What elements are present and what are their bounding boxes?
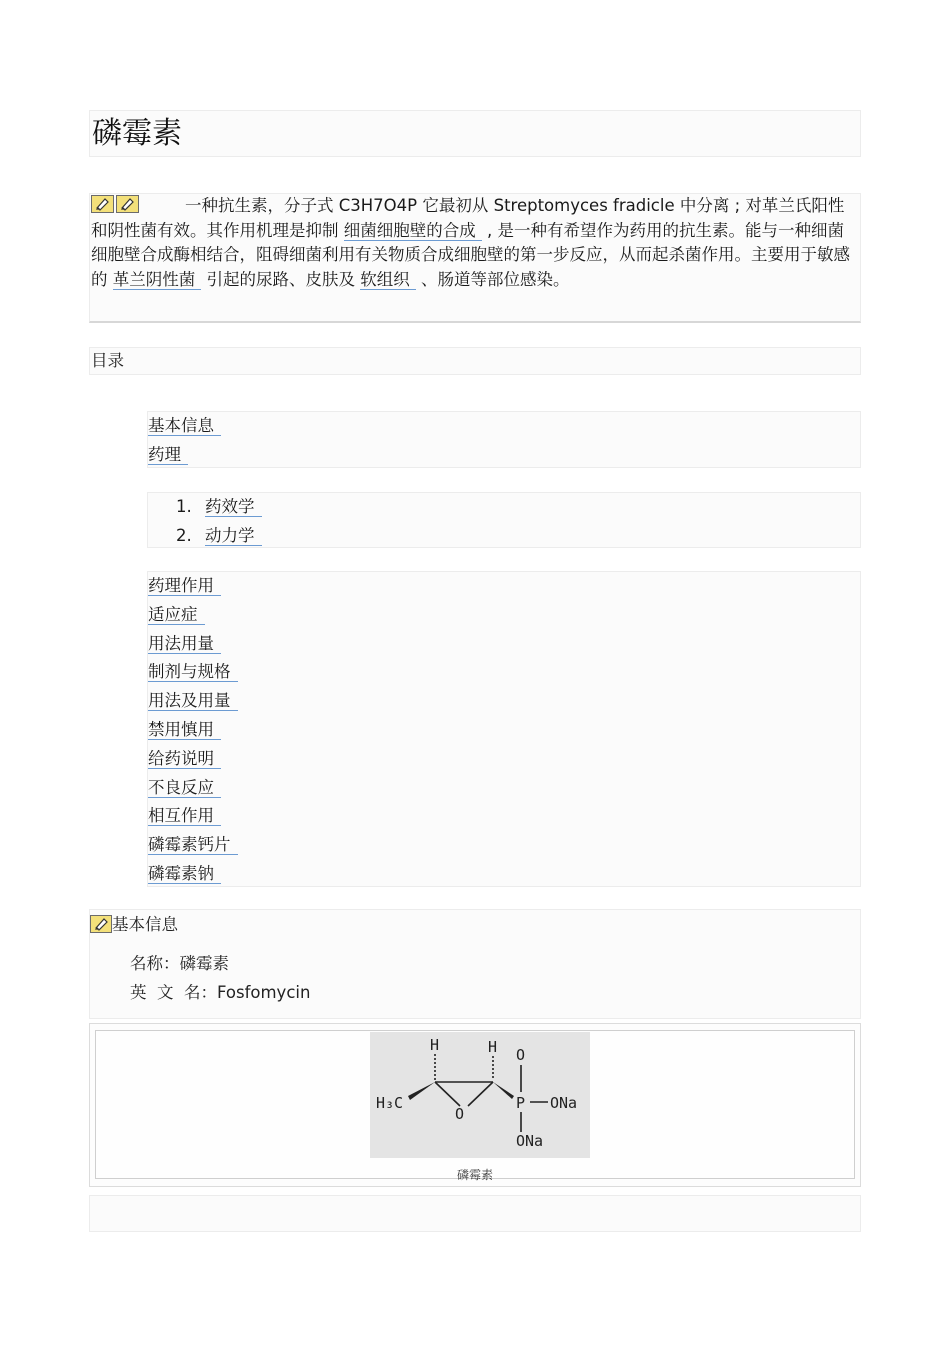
section-edit-icon[interactable] xyxy=(90,915,112,933)
toc-group-3 xyxy=(147,571,861,887)
toc-group-1 xyxy=(147,411,861,468)
link-gram-negative[interactable]: 革兰阴性菌 xyxy=(113,270,202,290)
intro-paragraph xyxy=(90,194,860,292)
atom-p: P xyxy=(516,1094,526,1112)
toc-item[interactable] xyxy=(148,522,860,551)
info-value: 磷霉素 xyxy=(179,954,229,973)
toc-link[interactable]: 药理作用 xyxy=(148,576,221,596)
edit-icon[interactable] xyxy=(91,195,141,213)
toc-item[interactable] xyxy=(148,802,860,831)
figure-caption: 磷霉素 xyxy=(456,1168,493,1182)
toc-item[interactable] xyxy=(148,860,860,889)
intro-text-3: 引起的尿路、皮肤及 xyxy=(201,269,361,289)
intro-text-4: 、肠道等部位感染。 xyxy=(415,269,570,289)
toc-item[interactable] xyxy=(148,601,860,630)
info-label: 名称： xyxy=(130,954,180,973)
toc-item[interactable] xyxy=(148,572,860,601)
atom-o-ring: O xyxy=(455,1105,465,1123)
toc-item[interactable] xyxy=(148,687,860,716)
toc-heading: 目录 xyxy=(91,351,124,370)
section-heading xyxy=(90,911,860,939)
section-heading-text: 基本信息 xyxy=(112,915,178,934)
toc-link[interactable]: 适应症 xyxy=(148,605,205,625)
atom-h1: H xyxy=(430,1036,440,1054)
toc-link[interactable]: 禁用慎用 xyxy=(148,720,221,740)
link-cell-wall-synthesis[interactable]: 细菌细胞壁的合成 xyxy=(344,221,482,241)
atom-ona-bottom: ONa xyxy=(516,1132,544,1150)
toc-link[interactable]: 不良反应 xyxy=(148,778,221,798)
toc-item[interactable] xyxy=(148,831,860,860)
intro-text-2: , 是一种有希望作为药用的抗生素。能与一种细菌细胞壁合成酶相结合，阻碍细菌利用有关物质合成细胞壁的第一步反应，从而起杀菌作用。主要用于敏感的 xyxy=(91,220,850,289)
link-soft-tissue[interactable]: 软组织 xyxy=(360,270,416,290)
toc-number: 2. xyxy=(176,525,192,545)
empty-panel xyxy=(89,1195,861,1232)
toc-item[interactable] xyxy=(148,745,860,774)
figure-frame xyxy=(95,1030,855,1182)
info-label: 英 文 名： xyxy=(130,983,217,1002)
toc-item[interactable] xyxy=(148,493,860,522)
atom-ch3: H₃C xyxy=(376,1094,404,1112)
toc-link[interactable]: 基本信息 xyxy=(148,416,221,436)
toc-link[interactable]: 用法用量 xyxy=(148,634,221,654)
basic-info-section xyxy=(89,909,861,1019)
toc-link[interactable]: 磷霉素钙片 xyxy=(148,835,238,855)
toc-link[interactable]: 药效学 xyxy=(205,497,262,517)
toc-link[interactable]: 给药说明 xyxy=(148,749,221,769)
toc-item[interactable] xyxy=(148,630,860,659)
toc-link[interactable]: 相互作用 xyxy=(148,806,221,826)
toc-number: 1. xyxy=(176,497,192,516)
toc-item[interactable] xyxy=(148,412,860,441)
toc-link[interactable]: 磷霉素钠 xyxy=(148,864,221,884)
info-row-english xyxy=(90,978,860,1007)
title-box xyxy=(89,110,861,157)
toc-link[interactable]: 用法及用量 xyxy=(148,691,238,711)
molecule-structure-image[interactable] xyxy=(370,1032,590,1158)
toc-link[interactable]: 药理 xyxy=(148,445,188,465)
page-title: 磷霉素 xyxy=(92,116,182,151)
toc-item[interactable] xyxy=(148,658,860,687)
atom-ona-right: ONa xyxy=(550,1094,578,1112)
intro-section xyxy=(89,193,861,323)
toc-link[interactable]: 动力学 xyxy=(205,526,262,546)
info-value: Fosfomycin xyxy=(216,983,311,1002)
atom-o-top: O xyxy=(516,1046,526,1064)
intro-text-1: 一种抗生素，分子式 C3H7O4P 它最初从 Streptomyces fradicle 中分离 ; 对革兰氏阳性和阴性菌有效。其作用机理是抑制 xyxy=(91,196,845,240)
info-row-name xyxy=(90,949,860,978)
toc-item[interactable] xyxy=(148,716,860,745)
toc-heading-box xyxy=(89,347,861,375)
atom-h2: H xyxy=(488,1038,498,1056)
figure-box xyxy=(89,1023,861,1187)
toc-item[interactable] xyxy=(148,774,860,803)
toc-link[interactable]: 制剂与规格 xyxy=(148,662,238,682)
toc-item[interactable] xyxy=(148,441,860,470)
toc-group-2 xyxy=(147,492,861,548)
